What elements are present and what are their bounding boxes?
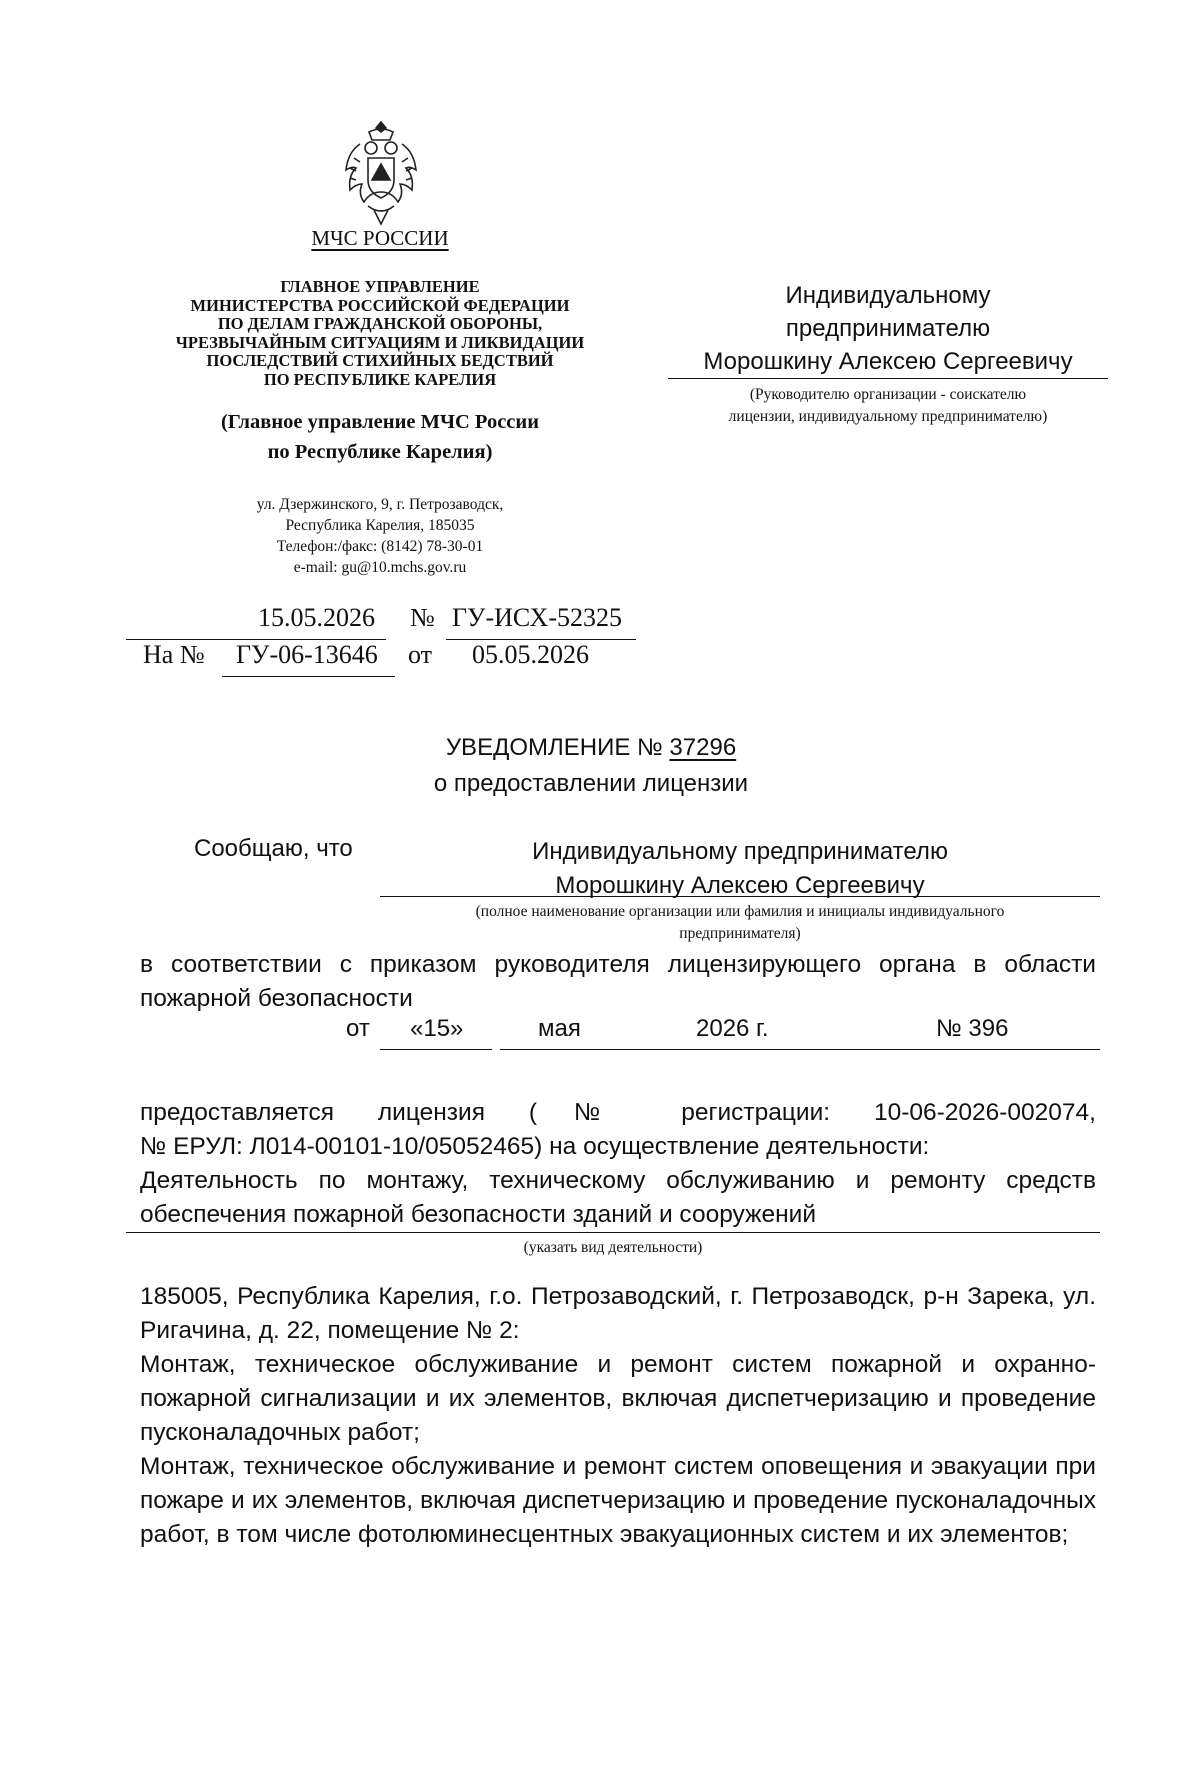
recipient-line: предпринимателю bbox=[785, 315, 991, 342]
activity-line: обеспечения пожарной безопасности зданий и сооружений bbox=[140, 1201, 816, 1228]
org-full-line: ЧРЕЗВЫЧАЙНЫМ СИТУАЦИЯМ И ЛИКВИДАЦИИ bbox=[175, 332, 585, 352]
order-year: 2026 г. bbox=[696, 1015, 769, 1042]
org-short-name: МЧС РОССИИ bbox=[311, 226, 449, 250]
org-full-line: ПО РЕСПУБЛИКЕ КАРЕЛИЯ bbox=[263, 369, 497, 389]
license-paragraph bbox=[140, 1096, 1096, 1232]
work-item: Монтаж, техническое обслуживание и ремонт систем оповещения и эвакуации при пожаре и их элементов, включая диспетчеризацию и проведение пусконаладочных работ, в том числе фотолюминесцентных эвакуационных систем и их элементов; bbox=[140, 1453, 1096, 1548]
reply-date: 05.05.2026 bbox=[472, 640, 589, 669]
reply-prefix: На № bbox=[143, 640, 205, 669]
order-day-field bbox=[380, 1015, 492, 1050]
order-paragraph bbox=[140, 948, 1096, 1016]
order-day: «15» bbox=[410, 1015, 464, 1042]
addressee-block bbox=[380, 835, 1100, 903]
recipient-block bbox=[668, 279, 1108, 378]
addressee-hint bbox=[380, 901, 1100, 945]
document-title bbox=[0, 734, 1182, 762]
activity-line: Деятельность по монтажу, техническому обслуживанию и ремонту средств bbox=[140, 1167, 1096, 1194]
order-from-label: от bbox=[346, 1015, 370, 1042]
addressee-hint-line: (полное наименование организации или фамилия и инициалы индивидуального bbox=[475, 903, 1005, 920]
outgoing-number-field bbox=[446, 603, 636, 640]
mchs-emblem-icon bbox=[338, 118, 424, 228]
activity-underline bbox=[126, 1232, 1100, 1233]
recipient-hint-line: лицензии, индивидуальному предпринимателю) bbox=[728, 408, 1048, 425]
org-full-line: ПОСЛЕДСТВИЙ СТИХИЙНЫХ БЕДСТВИЙ bbox=[206, 351, 554, 370]
order-text-line: в соответствии с приказом руководителя лицензирующего органа в области bbox=[140, 951, 1096, 978]
order-text-line: пожарной безопасности bbox=[140, 985, 413, 1012]
notice-number: 37296 bbox=[669, 734, 737, 761]
org-full-line: ПО ДЕЛАМ ГРАЖДАНСКОЙ ОБОРОНЫ, bbox=[217, 314, 543, 333]
work-item: Монтаж, техническое обслуживание и ремонт систем пожарной и охранно-пожарной сигнализации и их элементов, включая диспетчеризацию и проведение пусконаладочных работ; bbox=[140, 1351, 1096, 1446]
recipient-underline bbox=[668, 378, 1108, 379]
org-full-line: МИНИСТЕРСТВА РОССИЙСКОЙ ФЕДЕРАЦИИ bbox=[190, 295, 570, 315]
order-number: № 396 bbox=[936, 1015, 1009, 1042]
org-contacts bbox=[200, 494, 560, 578]
contact-address: ул. Дзержинского, 9, г. Петрозаводск, bbox=[256, 496, 504, 513]
reply-number-field bbox=[222, 640, 395, 677]
recipient-hint bbox=[668, 384, 1108, 428]
address-line: 185005, Республика Карелия, г.о. Петрозаводский, г. Петрозаводск, р-н Зарека, ул. Ригачина, д. 22, помещение № 2: bbox=[140, 1283, 1096, 1344]
license-text-line: № ЕРУЛ: Л014-00101-10/05052465) на осуществление деятельности: bbox=[140, 1133, 930, 1160]
outgoing-number: ГУ-ИСХ-52325 bbox=[452, 603, 622, 632]
org-abbreviated-name bbox=[150, 407, 610, 467]
recipient-line: Индивидуальному bbox=[785, 282, 991, 309]
org-abbr-line: (Главное управление МЧС России bbox=[220, 411, 540, 433]
reply-from-label: от bbox=[408, 640, 433, 669]
outgoing-date: 15.05.2026 bbox=[258, 603, 375, 632]
addressee-line: Индивидуальному предпринимателю bbox=[532, 838, 948, 865]
number-sign: № bbox=[410, 603, 435, 632]
addressee-hint-line: предпринимателя) bbox=[679, 925, 801, 942]
title-prefix: УВЕДОМЛЕНИЕ № bbox=[445, 734, 663, 761]
document-subtitle: о предоставлении лицензии bbox=[433, 770, 749, 797]
contact-region: Республика Карелия, 185035 bbox=[285, 517, 475, 534]
contact-phone: Телефон:/факс: (8142) 78-30-01 bbox=[276, 538, 484, 555]
addressee-underline bbox=[380, 896, 1100, 897]
org-abbr-line: по Республике Карелия) bbox=[267, 441, 493, 463]
order-details-field bbox=[500, 1015, 1100, 1050]
org-full-name bbox=[150, 278, 610, 389]
license-text-line: предоставляется лицензия (№ регистрации: 10-06-2026-002074, bbox=[140, 1099, 1096, 1126]
recipient-hint-line: (Руководителю организации - соискателю bbox=[749, 386, 1027, 403]
address-works-block bbox=[140, 1280, 1096, 1552]
activity-hint: (указать вид деятельности) bbox=[523, 1239, 703, 1256]
recipient-name: Морошкину Алексею Сергеевичу bbox=[703, 348, 1073, 375]
notice-lead: Сообщаю, что bbox=[194, 835, 353, 862]
org-full-line: ГЛАВНОЕ УПРАВЛЕНИЕ bbox=[280, 277, 480, 296]
contact-email: e-mail: gu@10.mchs.gov.ru bbox=[293, 559, 467, 576]
outgoing-date-field bbox=[126, 603, 386, 640]
addressee-name: Морошкину Алексею Сергеевичу bbox=[555, 872, 925, 899]
reply-number: ГУ-06-13646 bbox=[236, 640, 378, 669]
order-month: мая bbox=[538, 1015, 581, 1042]
